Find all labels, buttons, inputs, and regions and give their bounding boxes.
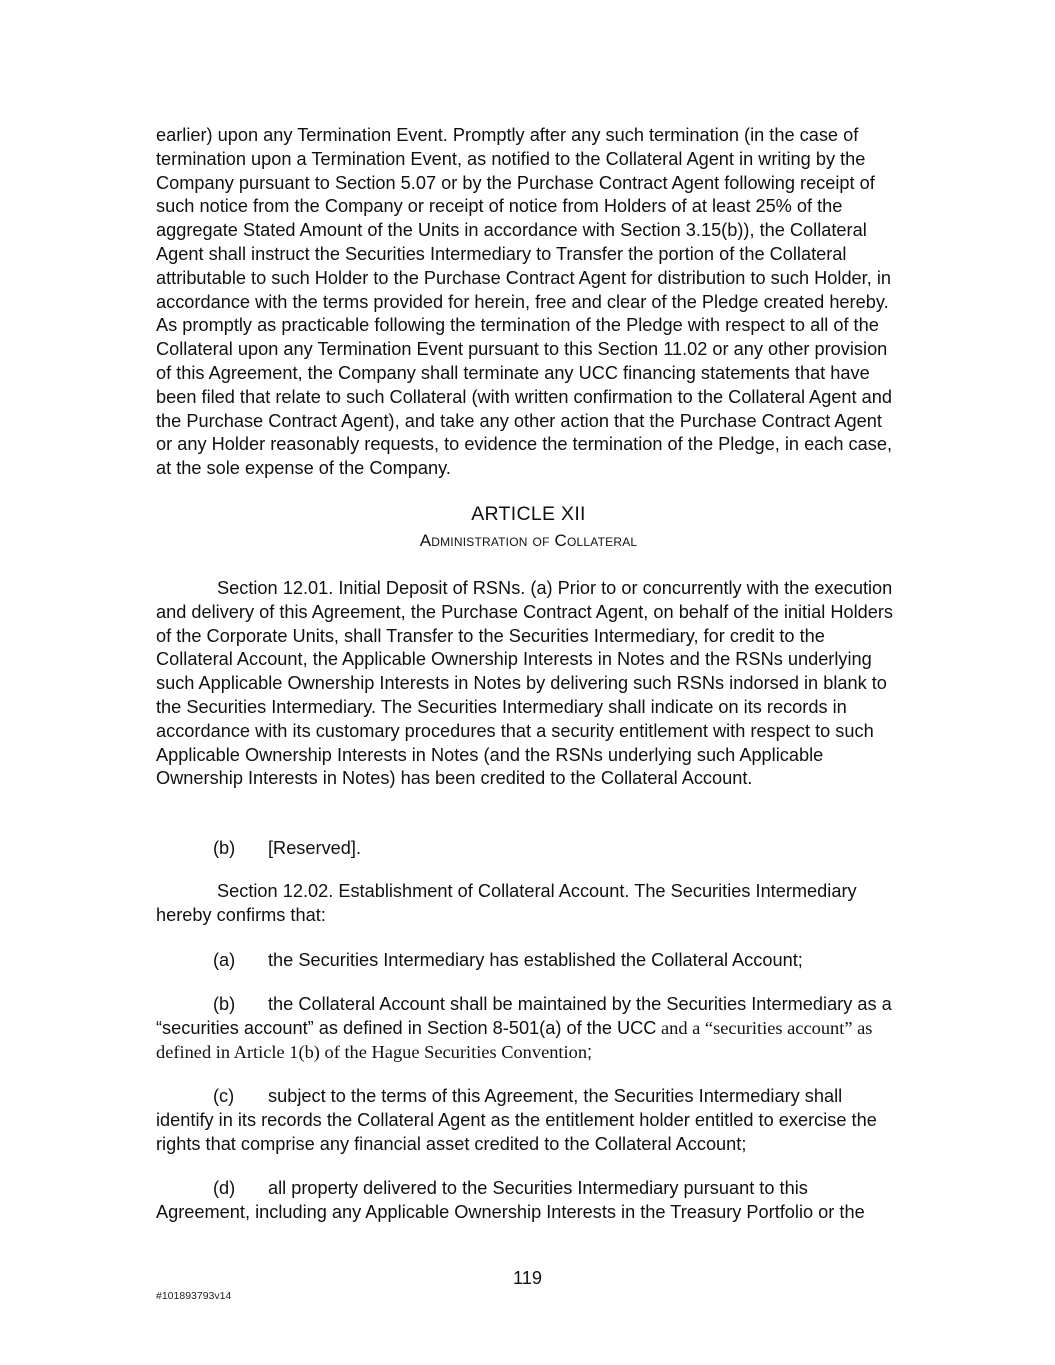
- document-id: #101893793v14: [156, 1290, 232, 1302]
- item-text-part-4: and a “securities account” as defined in Article 1(b) of the Hague Securities Convention: [156, 1017, 873, 1062]
- section-12-02-item-a: [213, 949, 803, 973]
- item-text: all property delivered to the Securities Intermediary pursuant to this Agreement, including any Applicable Ownership Interests in the Treasury Portfolio or the: [156, 1178, 865, 1222]
- section-12-02-item-b: [156, 993, 901, 1064]
- section-12-01-paragraph: Section 12.01. Initial Deposit of RSNs. (a) Prior to or concurrently with the execution and delivery of this Agreement, the Purchase Contract Agent, on behalf of the initial Holders of the Corporate Units, shall Transfer to the Securities Intermediary, for credit to the Collateral Account, the Applicable Ownership Interests in Notes and the RSNs underlying such Applicable Ownership Interests in Notes by delivering such RSNs indorsed in blank to the Securities Intermediary. The Securities Intermediary shall indicate on its records in accordance with its customary procedures that a security entitlement with respect to such Applicable Ownership Interests in Notes (and the RSNs underlying such Applicable Ownership Interests in Notes) has been credited to the Collateral Account.: [156, 578, 894, 789]
- item-label: (d): [213, 1178, 236, 1198]
- item-label: (b): [213, 838, 236, 858]
- section-12-02-paragraph: Section 12.02. Establishment of Collateral Account. The Securities Intermediary hereby confirms that:: [156, 881, 857, 925]
- item-text-part-1: the Collateral Account shall be maintained by the Securities Intermediary as a: [268, 994, 892, 1014]
- item-text: subject to the terms of this Agreement, the Securities Intermediary shall identify in its records the Collateral Agent as the entitlement holder entitled to exercise the rights that comprise any financial asset credited to the Collateral Account;: [156, 1086, 877, 1154]
- item-label: (a): [213, 950, 236, 970]
- item-text-part-5: ;: [587, 1041, 593, 1062]
- section-12-01-item-b: [213, 837, 361, 861]
- section-12-02-item-d: [156, 1177, 901, 1225]
- page-number: 119: [513, 1268, 542, 1288]
- item-label: (b): [213, 994, 236, 1014]
- item-label: (c): [213, 1086, 235, 1106]
- article-subtitle: Administration of Collateral: [419, 531, 638, 550]
- continued-paragraph: earlier) upon any Termination Event. Promptly after any such termination (in the case of termination upon a Termination Event, as notified to the Collateral Agent in writing by the Company pursuant to Section 5.07 or by the Purchase Contract Agent following receipt of such notice from the Company or receipt of notice from Holders of at least 25% of the aggregate Stated Amount of the Units in accordance with Section 3.15(b)), the Collateral Agent shall instruct the Securities Intermediary to Transfer the portion of the Collateral attributable to such Holder to the Purchase Contract Agent for distribution to such Holder, in accordance with the terms provided for herein, free and clear of the Pledge created hereby. As promptly as practicable following the termination of the Pledge with respect to all of the Collateral upon any Termination Event pursuant to this Section 11.02 or any other provision of this Agreement, the Company shall terminate any UCC financing statements that have been filed that relate to such Collateral (with written confirmation to the Collateral Agent and the Purchase Contract Agent), and take any other action that the Purchase Contract Agent or any Holder reasonably requests, to evidence the termination of the Pledge, in each case, at the sole expense of the Company.: [156, 125, 893, 479]
- item-text: the Securities Intermediary has established the Collateral Account;: [268, 950, 803, 970]
- article-title: ARTICLE XII: [471, 503, 586, 525]
- item-text: [Reserved].: [268, 838, 361, 858]
- section-12-02-item-c: [156, 1085, 901, 1156]
- item-text-part-2: “securities account” as defined in: [156, 1017, 427, 1038]
- item-text-part-3: Section 8-501(a) of the UCC: [426, 1017, 657, 1038]
